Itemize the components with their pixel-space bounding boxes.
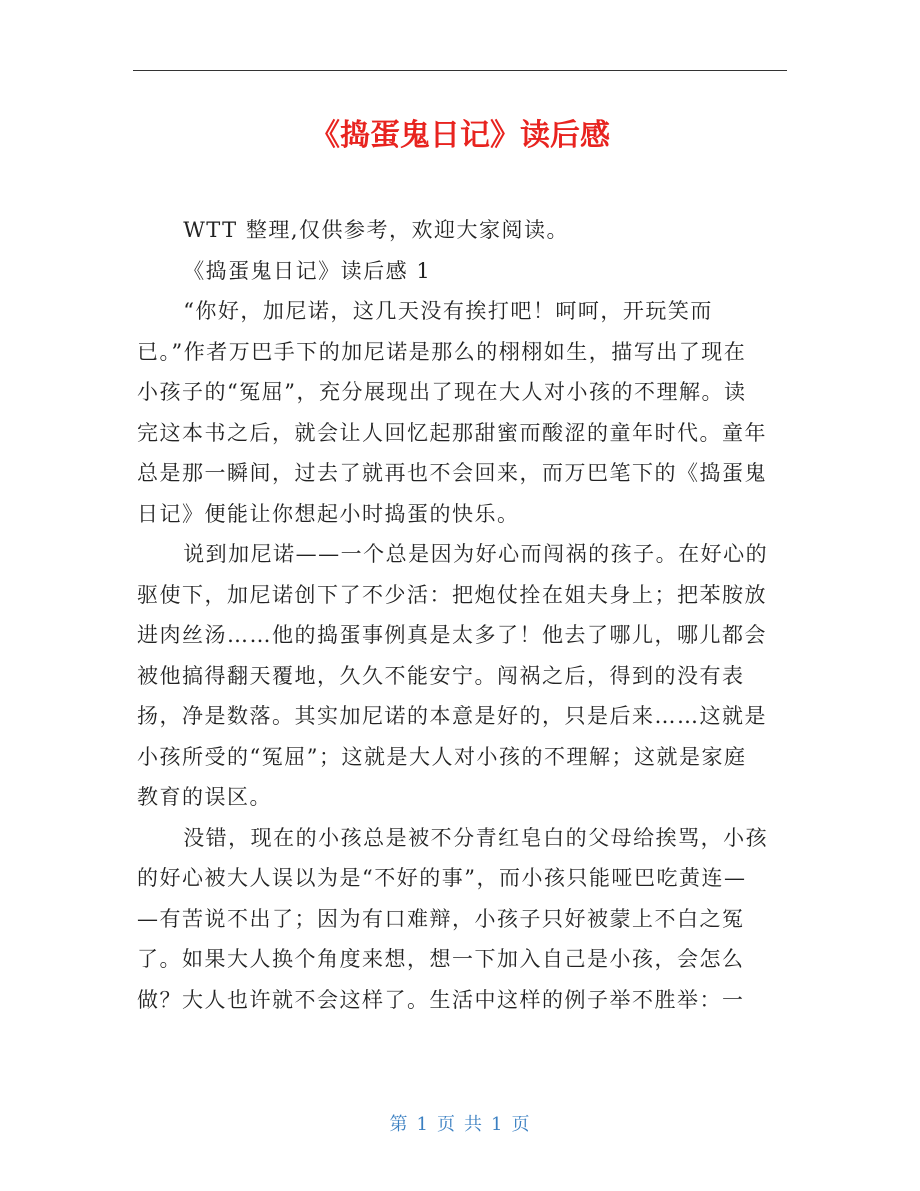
paragraph-line: 小孩所受的“冤屈”；这就是大人对小孩的不理解；这就是家庭 (137, 744, 747, 769)
paragraph-line: 被他搞得翻天覆地，久久不能安宁。闯祸之后，得到的没有表 (137, 663, 745, 688)
paragraph-line: 教育的误区。 (137, 785, 272, 809)
page-label-mid: 页 (437, 1114, 456, 1135)
paragraph-2 (137, 534, 777, 818)
paragraph-line: 扬，净是数落。其实加尼诺的本意是好的，只是后来……这就是 (137, 704, 767, 728)
document-body (137, 210, 777, 1020)
section-heading: 《捣蛋鬼日记》读后感 1 (183, 258, 432, 283)
page-label-prefix: 第 (389, 1114, 409, 1135)
paragraph-line: 进肉丝汤……他的捣蛋事例真是太多了！他去了哪儿，哪儿都会 (137, 623, 767, 647)
paragraph-line: 完这本书之后，就会让人回忆起那甜蜜而酸涩的童年时代。童年 (137, 420, 767, 445)
intro-line: WTT 整理,仅供参考，欢迎大家阅读。 (183, 218, 570, 242)
total-suffix: 页 (511, 1114, 531, 1135)
header-rule (133, 70, 787, 71)
page-number: 1 (416, 1114, 429, 1135)
paragraph-line: 没错，现在的小孩总是被不分青红皂白的父母给挨骂，小孩 (183, 825, 769, 850)
paragraph-line: 了。如果大人换个角度来想，想一下加入自己是小孩，会怎么 (137, 947, 745, 971)
paragraph-line: “你好，加尼诺，这几天没有挨打吧！呵呵，开玩笑而 (183, 299, 713, 323)
total-pages: 1 (491, 1114, 504, 1135)
paragraph-line: 小孩子的“冤屈”，充分展现出了现在大人对小孩的不理解。读 (137, 380, 747, 404)
paragraph-line: 已。”作者万巴手下的加尼诺是那么的栩栩如生，描写出了现在 (137, 339, 747, 364)
document-title: 《捣蛋鬼日记》读后感 (310, 118, 610, 153)
total-prefix: 共 (464, 1114, 483, 1135)
paragraph-line: 的好心被大人误以为是“不好的事”，而小孩只能哑巴吃黄连— (137, 866, 747, 890)
paragraph-line: 总是那一瞬间，过去了就再也不会回来，而万巴笔下的《捣蛋鬼 (137, 461, 767, 485)
paragraph-line: 日记》便能让你想起小时捣蛋的快乐。 (137, 501, 520, 526)
paragraph-line: 驱使下，加尼诺创下了不少活：把炮仗拴在姐夫身上；把苯胺放 (137, 582, 767, 607)
page-footer (0, 1110, 920, 1140)
paragraph-line: 做？大人也许就不会这样了。生活中这样的例子举不胜举：一 (137, 987, 745, 1012)
paragraph-3 (137, 818, 777, 1021)
paragraph-1 (137, 291, 777, 534)
paragraph-line: —有苦说不出了；因为有口难辩，小孩子只好被蒙上不白之冤 (137, 906, 745, 931)
paragraph-line: 说到加尼诺——一个总是因为好心而闯祸的孩子。在好心的 (183, 542, 769, 566)
